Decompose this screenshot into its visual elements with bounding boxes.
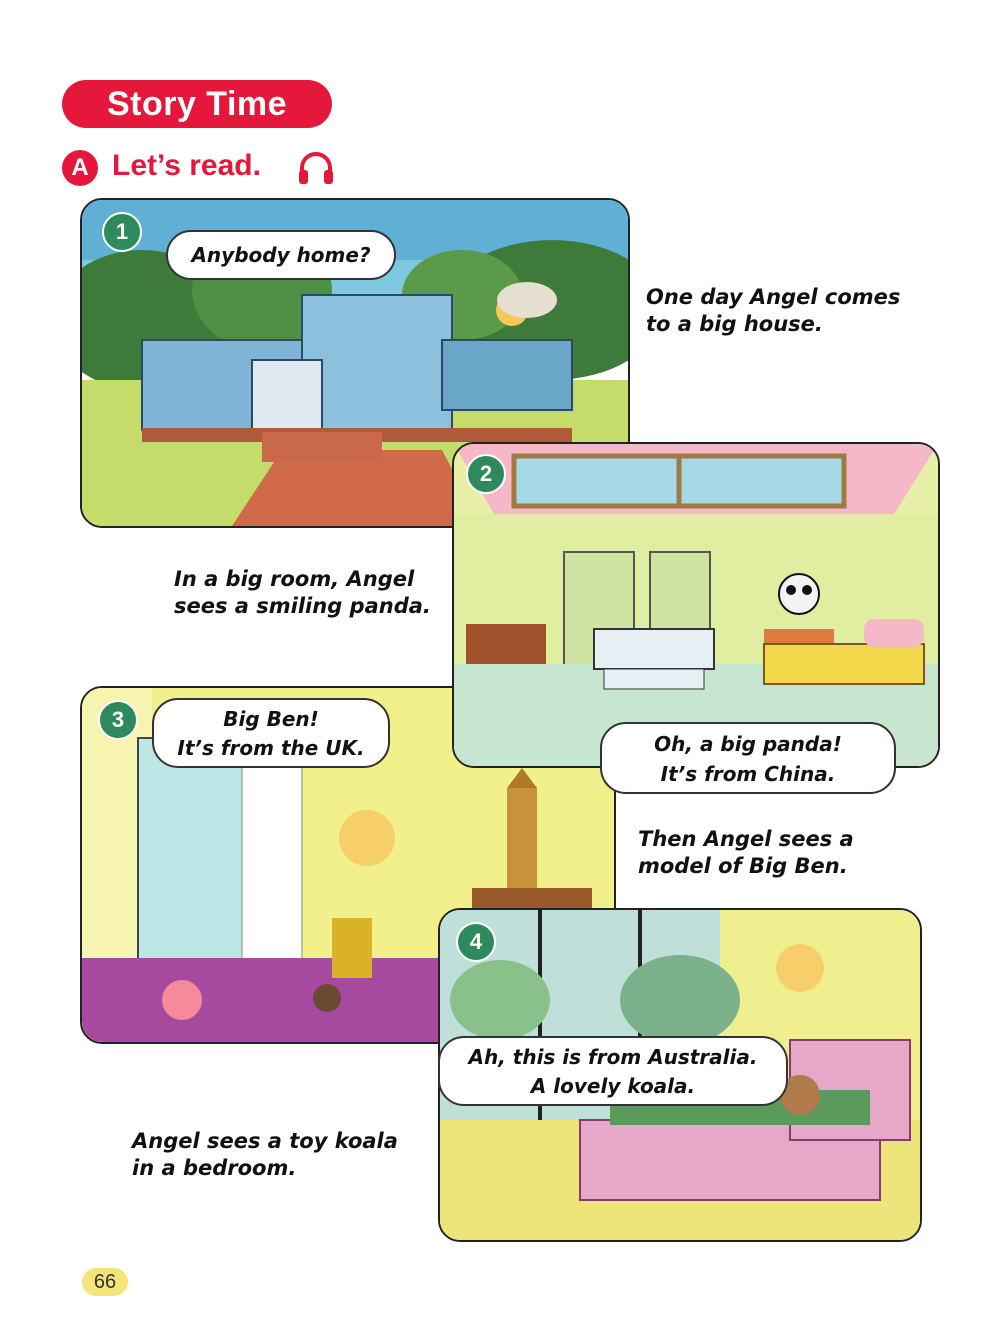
speech-bubble-1: [166, 230, 396, 280]
narration-line: sees a smiling panda.: [174, 594, 431, 618]
panel-number-3: 3: [98, 700, 138, 740]
section-title: Let’s read.: [112, 149, 261, 182]
narration-2: [174, 566, 431, 620]
narration-4: [132, 1128, 398, 1182]
panel-number-4: 4: [456, 922, 496, 962]
bubble-line: Anybody home?: [191, 243, 371, 267]
speech-bubble-4: [438, 1036, 788, 1106]
narration-3: [638, 826, 854, 880]
narration-line: to a big house.: [646, 312, 823, 336]
story-time-header: Story Time: [62, 80, 332, 128]
speech-bubble-3: [152, 698, 390, 768]
room-illustration: [454, 444, 938, 766]
narration-line: model of Big Ben.: [638, 854, 848, 878]
panel-number-2: 2: [466, 454, 506, 494]
comic-panel-2: [452, 442, 940, 768]
narration-line: Angel sees a toy koala: [132, 1129, 398, 1153]
bubble-line: It’s from China.: [660, 762, 836, 786]
bubble-line: Ah, this is from Australia.: [468, 1045, 758, 1069]
narration-line: Then Angel sees a: [638, 827, 854, 851]
bubble-line: Big Ben!: [223, 707, 319, 731]
narration-1: [646, 284, 900, 338]
speech-bubble-2: [600, 722, 896, 794]
bubble-line: A lovely koala.: [530, 1074, 696, 1098]
page-number: 66: [82, 1268, 128, 1296]
section-badge: A: [62, 150, 98, 186]
bubble-line: It’s from the UK.: [177, 736, 365, 760]
headphones-icon[interactable]: [296, 148, 336, 188]
narration-line: in a bedroom.: [132, 1156, 297, 1180]
narration-line: One day Angel comes: [646, 285, 901, 309]
panel-number-1: 1: [102, 212, 142, 252]
narration-line: In a big room, Angel: [174, 567, 415, 591]
bubble-line: Oh, a big panda!: [654, 732, 842, 756]
